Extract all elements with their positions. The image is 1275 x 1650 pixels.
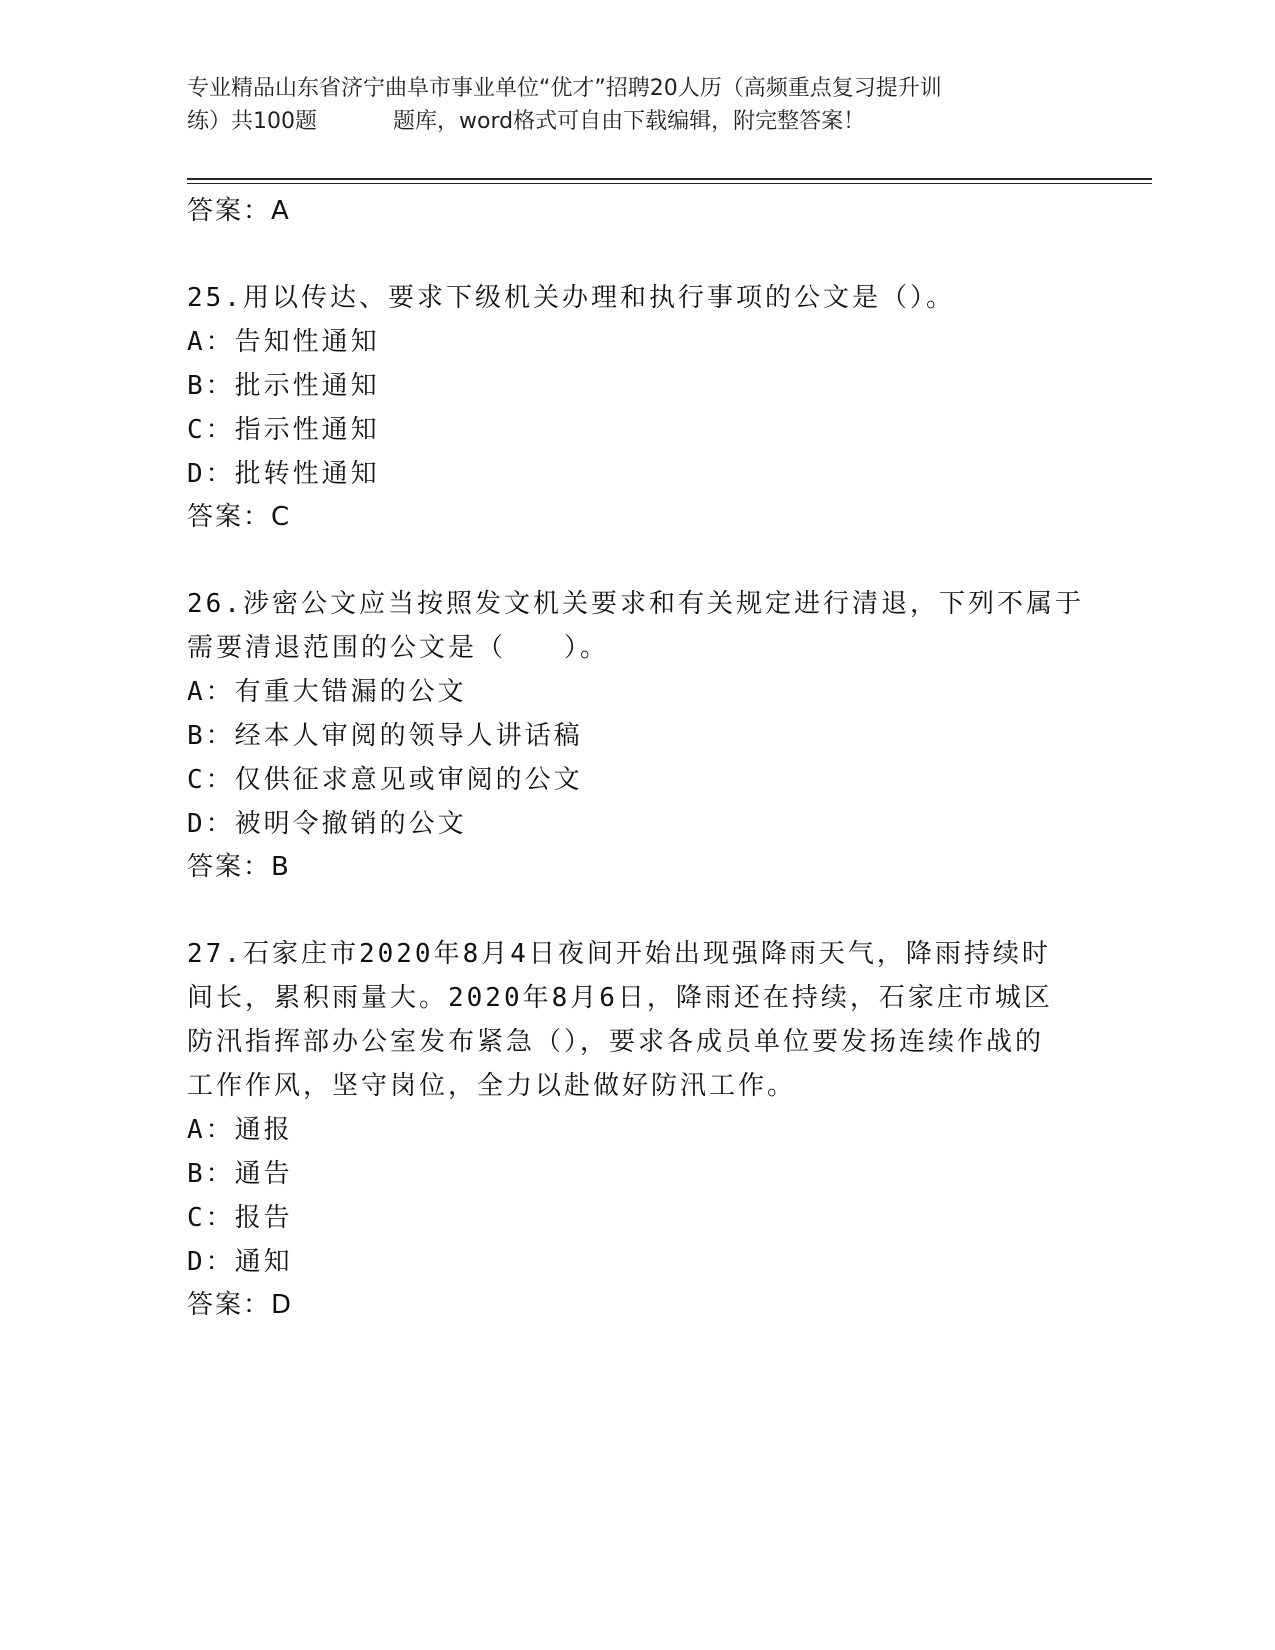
- q26-answer: 答案：B: [187, 852, 291, 882]
- q26-option-d: D：被明令撤销的公文: [187, 809, 467, 839]
- q27-option-a: A：通报: [187, 1115, 293, 1145]
- q27-stem-line-4: 工作作风，坚守岗位，全力以赴做好防汛工作。: [187, 1071, 797, 1101]
- header-line-2: [187, 105, 1067, 138]
- header-line-2-b: 题库，word格式可自由下载编辑，附完整答案！: [393, 109, 866, 134]
- q25-option-c: C：指示性通知: [187, 415, 380, 445]
- q25-option-a: A：告知性通知: [187, 327, 380, 357]
- q26-stem-line-1: 26.涉密公文应当按照发文机关要求和有关规定进行清退，下列不属于: [187, 589, 1084, 619]
- header-line-2-a: 练）共100题: [187, 109, 317, 134]
- header-rule-thin: [187, 183, 1152, 184]
- q25-option-b: B：批示性通知: [187, 371, 380, 401]
- q26-option-c: C：仅供征求意见或审阅的公文: [187, 765, 583, 795]
- q26-option-b: B：经本人审阅的领导人讲话稿: [187, 721, 583, 751]
- q27-option-d: D：通知: [187, 1247, 293, 1277]
- header-line-1: 专业精品山东省济宁曲阜市事业单位“优才”招聘20人历（高频重点复习提升训: [187, 76, 942, 101]
- header-rule: [187, 178, 1152, 180]
- answer-prev: 答案：A: [187, 196, 291, 226]
- q27-option-c: C：报告: [187, 1203, 293, 1233]
- q25-option-d: D：批转性通知: [187, 459, 380, 489]
- q25-answer: 答案：C: [187, 502, 292, 532]
- page-header: [187, 72, 1067, 138]
- q27-stem-line-2: 间长，累积雨量大。2020年8月6日，降雨还在持续，石家庄市城区: [187, 983, 1053, 1013]
- q27-option-b: B：通告: [187, 1159, 293, 1189]
- q27-answer: 答案：D: [187, 1290, 294, 1320]
- q25-stem: 25.用以传达、要求下级机关办理和执行事项的公文是（）。: [187, 283, 955, 313]
- q27-stem-line-1: 27.石家庄市2020年8月4日夜间开始出现强降雨天气，降雨持续时: [187, 939, 1051, 969]
- q26-stem-line-2: 需要清退范围的公文是（ ）。: [187, 633, 610, 663]
- q27-stem-line-3: 防汛指挥部办公室发布紧急（），要求各成员单位要发扬连续作战的: [187, 1027, 1045, 1057]
- q26-option-a: A：有重大错漏的公文: [187, 677, 467, 707]
